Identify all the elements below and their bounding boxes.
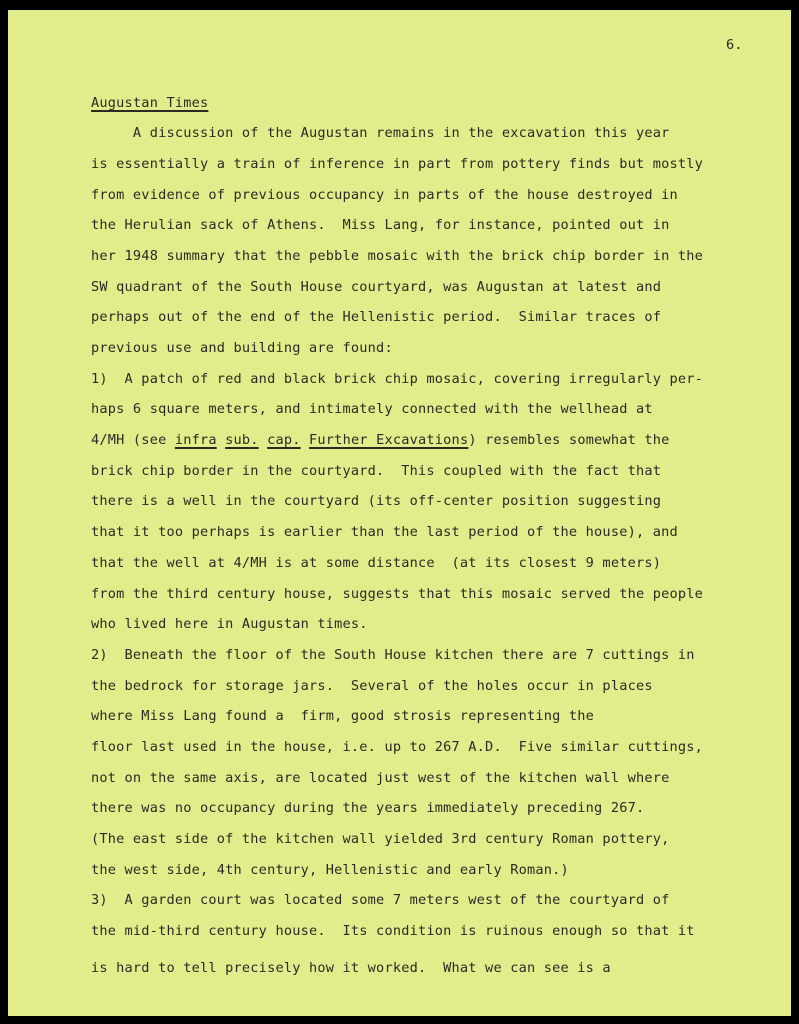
text-line: 2) Beneath the floor of the South House kitchen there are 7 cuttings in [91, 647, 695, 663]
ref-cap: cap. [267, 432, 301, 448]
text-line: is essentially a train of inference in part from pottery finds but mostly [91, 156, 704, 172]
text-line: not on the same axis, are located just west of the kitchen wall where [91, 770, 670, 786]
text-line: that the well at 4/MH is at some distance (at its closest 9 meters) [91, 555, 662, 571]
text-line: the west side, 4th century, Hellenistic and early Roman.) [91, 862, 569, 878]
ref-infra: infra [174, 432, 217, 448]
page-number: 6. [726, 37, 743, 53]
text-line: from the third century house, suggests that this mosaic served the people [91, 586, 704, 602]
text-line: her 1948 summary that the pebble mosaic with the brick chip border in the [91, 248, 704, 264]
text-line: there is a well in the courtyard (its off-center position suggesting [91, 493, 662, 509]
text-line: perhaps out of the end of the Hellenistic period. Similar traces of [91, 309, 662, 325]
text-line: floor last used in the house, i.e. up to 267 A.D. Five similar cuttings, [91, 739, 704, 755]
ref-further-excavations: Further Excavations [309, 432, 469, 448]
text-line: 3) A garden court was located some 7 meters west of the courtyard of [91, 892, 670, 908]
ref-after: ) resembles somewhat the [468, 432, 670, 448]
typed-page [8, 10, 791, 1016]
section-heading: Augustan Times [91, 95, 209, 111]
text-line: SW quadrant of the South House courtyard, was Augustan at latest and [91, 279, 662, 295]
text-line: who lived here in Augustan times. [91, 616, 368, 632]
text-line: 1) A patch of red and black brick chip mosaic, covering irregularly per- [91, 371, 704, 387]
text-line: previous use and building are found: [91, 340, 393, 356]
text-line: haps 6 square meters, and intimately connected with the wellhead at [91, 401, 653, 417]
text-line: brick chip border in the courtyard. This coupled with the fact that [91, 463, 662, 479]
text-line: the Herulian sack of Athens. Miss Lang, for instance, pointed out in [91, 217, 670, 233]
text-line: (The east side of the kitchen wall yielded 3rd century Roman pottery, [91, 831, 670, 847]
text-line: where Miss Lang found a firm, good strosis representing the [91, 708, 595, 724]
text-line: the mid-third century house. Its condition is ruinous enough so that it [91, 923, 695, 939]
text-line: from evidence of previous occupancy in parts of the house destroyed in [91, 187, 678, 203]
text-line: A discussion of the Augustan remains in the excavation this year [91, 125, 670, 141]
text-line: the bedrock for storage jars. Several of the holes occur in places [91, 678, 653, 694]
reference-line [91, 431, 670, 449]
text-line: that it too perhaps is earlier than the last period of the house), and [91, 524, 678, 540]
ref-sub: sub. [225, 432, 259, 448]
text-line: there was no occupancy during the years immediately preceding 267. [91, 800, 645, 816]
text-line: is hard to tell precisely how it worked. What we can see is a [91, 960, 611, 976]
ref-before: 4/MH (see [91, 432, 175, 448]
